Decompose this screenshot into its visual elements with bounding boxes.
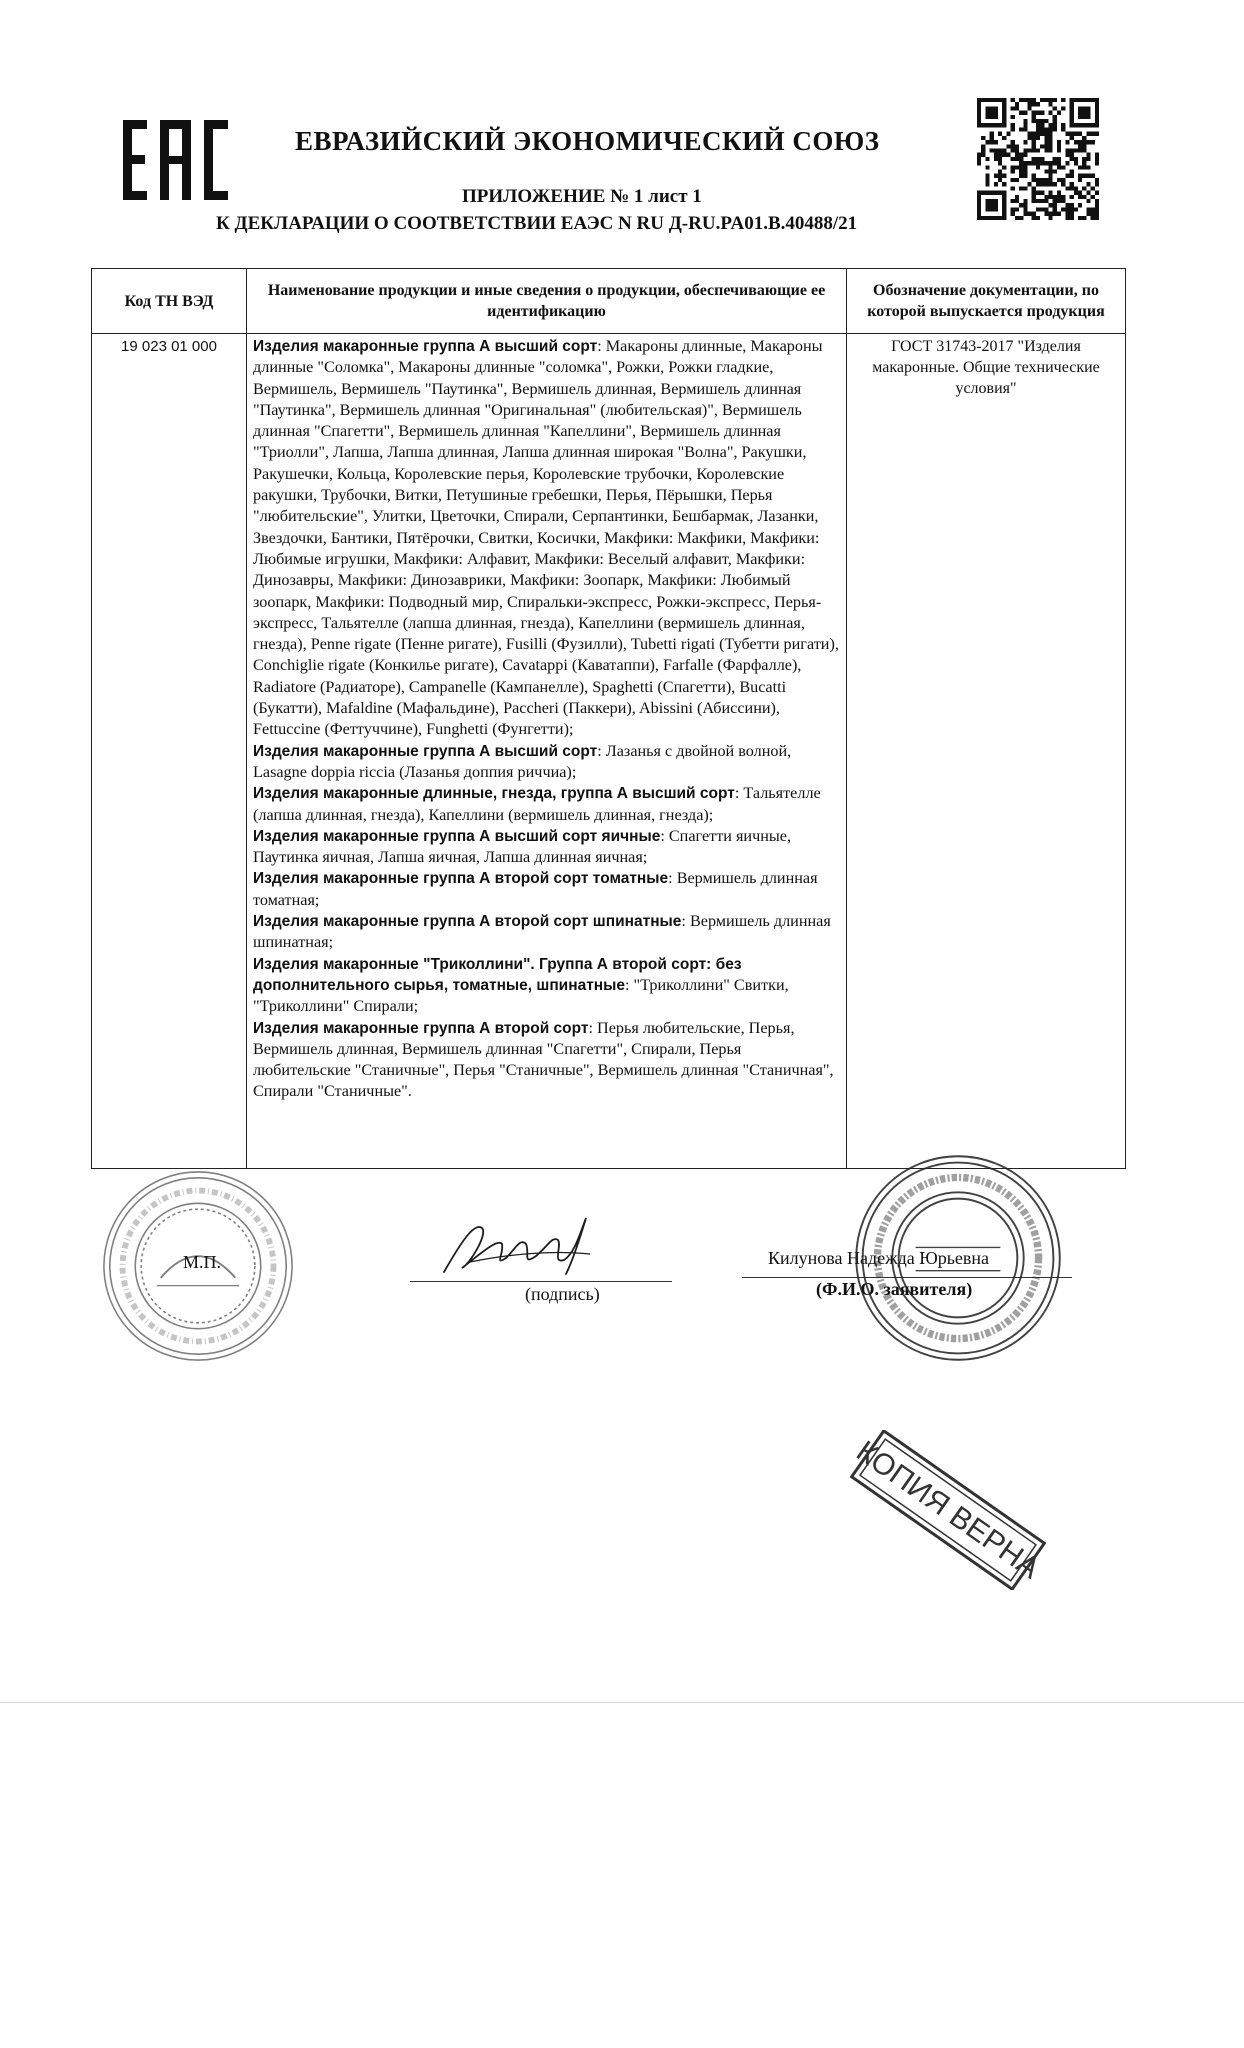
qr-code	[974, 98, 1102, 220]
product-group-items: : Вермишель длинная томатная;	[253, 869, 818, 909]
svg-text:КОПИЯ ВЕРНА: КОПИЯ ВЕРНА	[850, 1434, 1046, 1586]
product-group	[253, 954, 840, 1018]
product-group-items: : "Триколлини" Свитки, "Триколлини" Спирали;	[253, 975, 789, 1016]
product-group	[253, 1018, 840, 1103]
product-group-items: : Тальятелле (лапша длинная, гнезда), Капеллини (вермишель длинная, гнезда);	[253, 784, 821, 824]
product-group-title: Изделия макаронные группа А высший сорт яичные	[253, 827, 661, 845]
product-group	[253, 336, 840, 741]
product-group-items: : Вермишель длинная шпинатная;	[253, 912, 831, 952]
applicant-caption: (Ф.И.О. заявителя)	[816, 1279, 973, 1299]
product-group-items: : Макароны длинные, Макароны длинные "Соломка", Макароны длинные "соломка", Рожки, Рожки гладкие, Вермишель, Вермишель "Паутинка", Вермишель длинная, Вермишель длинная "Паутинка", Вермишель длинная "Оригинальная" (любительская)", Вермишель длинная "Спагетти", Вермишель длинная "Капеллини", Вермишель длинная "Триолли", Лапша, Лапша длинная, Лапша длинная широкая "Волна", Ракушки, Ракушечки, Кольца, Королевские перья, Королевские трубочки, Королевские ракушки, Трубочки, Витки, Петушиные гребешки, Перья, Пёрышки, Перья "любительские", Улитки, Цветочки, Спирали, Серпантинки, Бешбармак, Лазанки, Звездочки, Бантики, Пятёрочки, Свитки, Косички, Макфики: Макфики, Макфики: Любимые игрушки, Макфики: Алфавит, Макфики: Веселый алфавит, Макфики: Динозавры, Макфики: Динозаврики, Макфики: Зоопарк, Макфики: Любимый зоопарк, Макфики: Подводный мир, Спиральки-экспресс, Рожки-экспресс, Перья-экспресс, Тальятелле (лапша длинная, гнезда), Капеллини (вермишель длинная, гнезда), Penne rigate (Пенне ригате), Fusilli (Фузилли), Tubetti rigati (Тубетти ригати), Conchiglie rigate (Конкилье ригате), Cavatappi (Каватаппи), Farfalle (Фарфалле), Radiatore (Радиаторе), Campanelle (Кампанелле), Spaghetti (Спагетти), Bucatti (Букатти), Mafaldine (Мафальдине), Paccheri (Паккери), Abissini (Абиссини), Fettuccine (Феттуччине), Funghetti (Фунгетти);	[253, 337, 839, 739]
product-group	[253, 783, 840, 826]
union-title: ЕВРАЗИЙСКИЙ ЭКОНОМИЧЕСКИЙ СОЮЗ	[295, 126, 880, 156]
seal-place-label: М.П.	[183, 1252, 222, 1272]
signature-line	[410, 1281, 672, 1282]
product-group-title: Изделия макаронные длинные, гнезда, группа А высший сорт	[253, 785, 735, 803]
product-group	[253, 911, 840, 954]
company-seal-right	[852, 1152, 1064, 1364]
product-group-title: Изделия макаронные "Триколлини". Группа А второй сорт: без дополнительного сырья, томатные, шпинатные	[253, 955, 742, 994]
product-group	[253, 868, 840, 911]
product-group-title: Изделия макаронные группа А второй сорт томатные	[253, 870, 669, 888]
product-table	[91, 268, 1126, 1169]
scan-edge	[0, 1702, 1244, 1703]
table-header-row	[92, 269, 1126, 334]
product-group	[253, 741, 840, 784]
product-group-items: : Спагетти яичные, Паутинка яичная, Лапша яичная, Лапша длинная яичная;	[253, 826, 792, 867]
product-group-title: Изделия макаронные группа А высший сорт	[253, 742, 598, 760]
header-code: Код ТН ВЭД	[92, 269, 247, 334]
cell-product-description	[247, 334, 847, 1169]
declaration-number: К ДЕКЛАРАЦИИ О СООТВЕТСТВИИ ЕАЭС N RU Д-RU.PA01.B.40488/21	[216, 213, 858, 234]
product-group-items: : Лазанья с двойной волной, Lasagne doppia riccia (Лазанья доппия риччиа);	[253, 741, 792, 781]
signature-caption: (подпись)	[525, 1284, 600, 1304]
header-product-name: Наименование продукции и иные сведения о продукции, обеспечивающие ее идентификацию	[247, 269, 847, 334]
product-group-title: Изделия макаронные группа А второй сорт шпинатные	[253, 913, 682, 931]
applicant-name: Килунова Надежда Юрьевна	[768, 1248, 990, 1268]
product-group-title: Изделия макаронные группа А высший сорт	[253, 338, 598, 355]
table-row	[92, 334, 1126, 1169]
header-documentation: Обозначение документации, по которой выпускается продукция	[847, 269, 1126, 334]
product-group-title: Изделия макаронные группа А второй сорт	[253, 1019, 589, 1037]
product-group	[253, 826, 840, 869]
copy-certified-stamp	[838, 1430, 1058, 1590]
product-group-items: : Перья любительские, Перья, Вермишель длинная, Вермишель длинная "Спагетти", Спирали, Перья любительские "Станичные", Перья "Станичные", Вермишель длинная "Станичная", Спирали "Станичные".	[253, 1018, 834, 1101]
cell-gost-reference: ГОСТ 31743-2017 "Изделия макаронные. Общие технические условия"	[847, 334, 1126, 1169]
eac-logo	[120, 118, 230, 202]
cell-tn-ved-code: 19 023 01 000	[92, 334, 247, 1169]
signature-image	[440, 1214, 600, 1280]
appendix-title: ПРИЛОЖЕНИЕ № 1 лист 1	[462, 186, 702, 207]
